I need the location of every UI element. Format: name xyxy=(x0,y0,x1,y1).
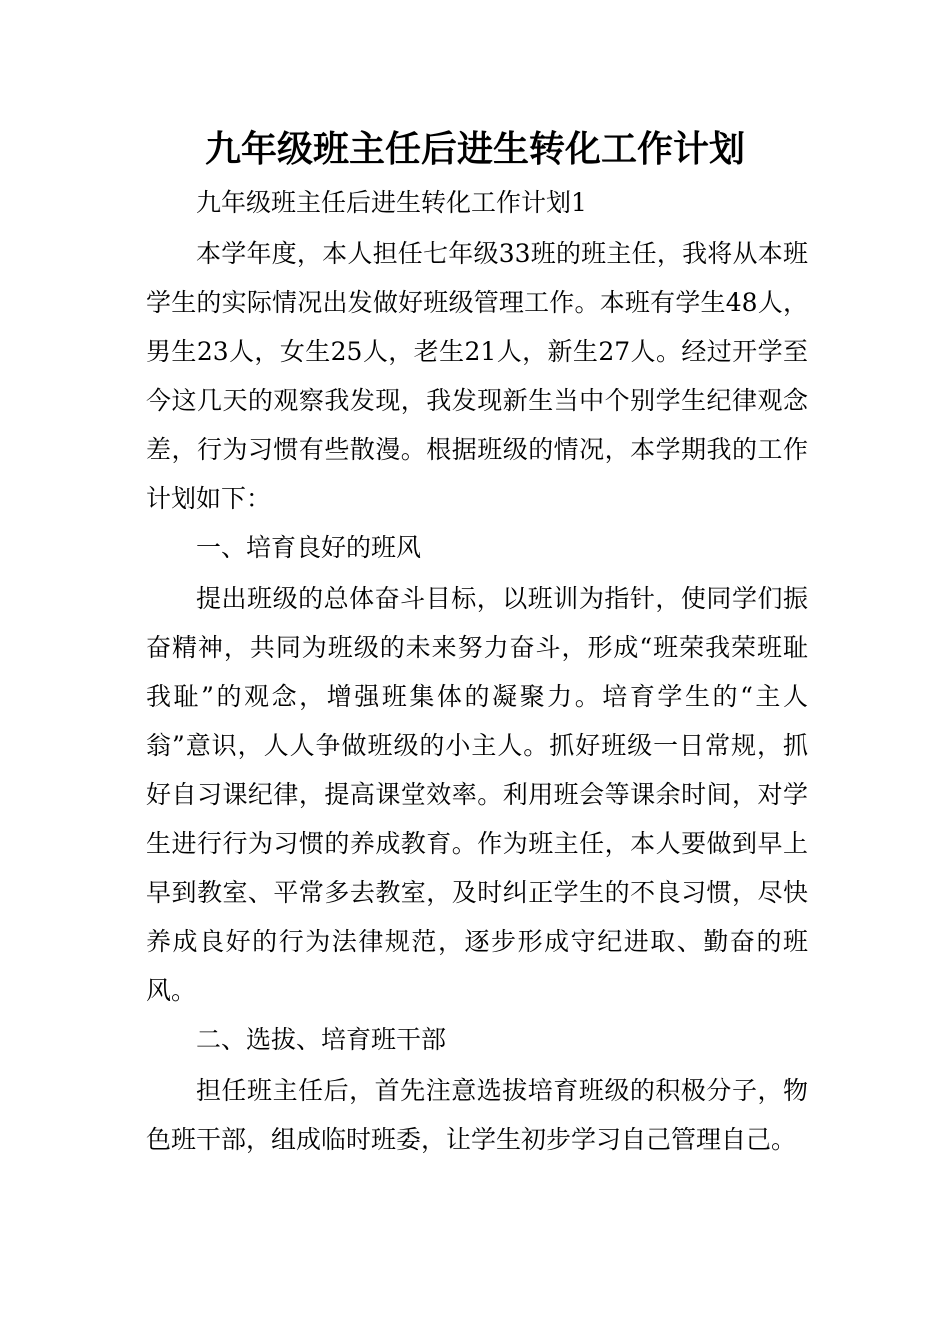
paragraph-class-cadres: 担任班主任后，首先注意选拔培育班级的积极分子，物色班干部，组成临时班委，让学生初步学习自己管理自己。 xyxy=(146,1076,808,1154)
section-heading-2: 二、选拔、培育班干部 xyxy=(196,1025,447,1054)
section-subtitle: 九年级班主任后进生转化工作计划1 xyxy=(196,188,587,217)
document-body xyxy=(146,178,808,1164)
paragraph-intro: 本学年度，本人担任七年级33班的班主任，我将从本班学生的实际情况出发做好班级管理工作。本班有学生48人，男生23人，女生25人，老生21人，新生27人。经过开学至今这几天的观察我发现，我发现新生当中个别学生纪律观念差，行为习惯有些散漫。根据班级的情况，本学期我的工作计划如下： xyxy=(146,239,808,513)
section-heading-1: 一、培育良好的班风 xyxy=(196,533,422,562)
paragraph-class-style: 提出班级的总体奋斗目标，以班训为指针，使同学们振奋精神，共同为班级的未来努力奋斗，形成“班荣我荣班耻我耻”的观念，增强班集体的凝聚力。培育学生的“主人翁”意识，人人争做班级的小主人。抓好班级一日常规，抓好自习课纪律，提高课堂效率。利用班会等课余时间，对学生进行行为习惯的养成教育。作为班主任，本人要做到早上早到教室、平常多去教室，及时纠正学生的不良习惯，尽快养成良好的行为法律规范，逐步形成守纪进取、勤奋的班风。 xyxy=(146,584,808,1005)
document-title: 九年级班主任后进生转化工作计划 xyxy=(204,128,745,170)
